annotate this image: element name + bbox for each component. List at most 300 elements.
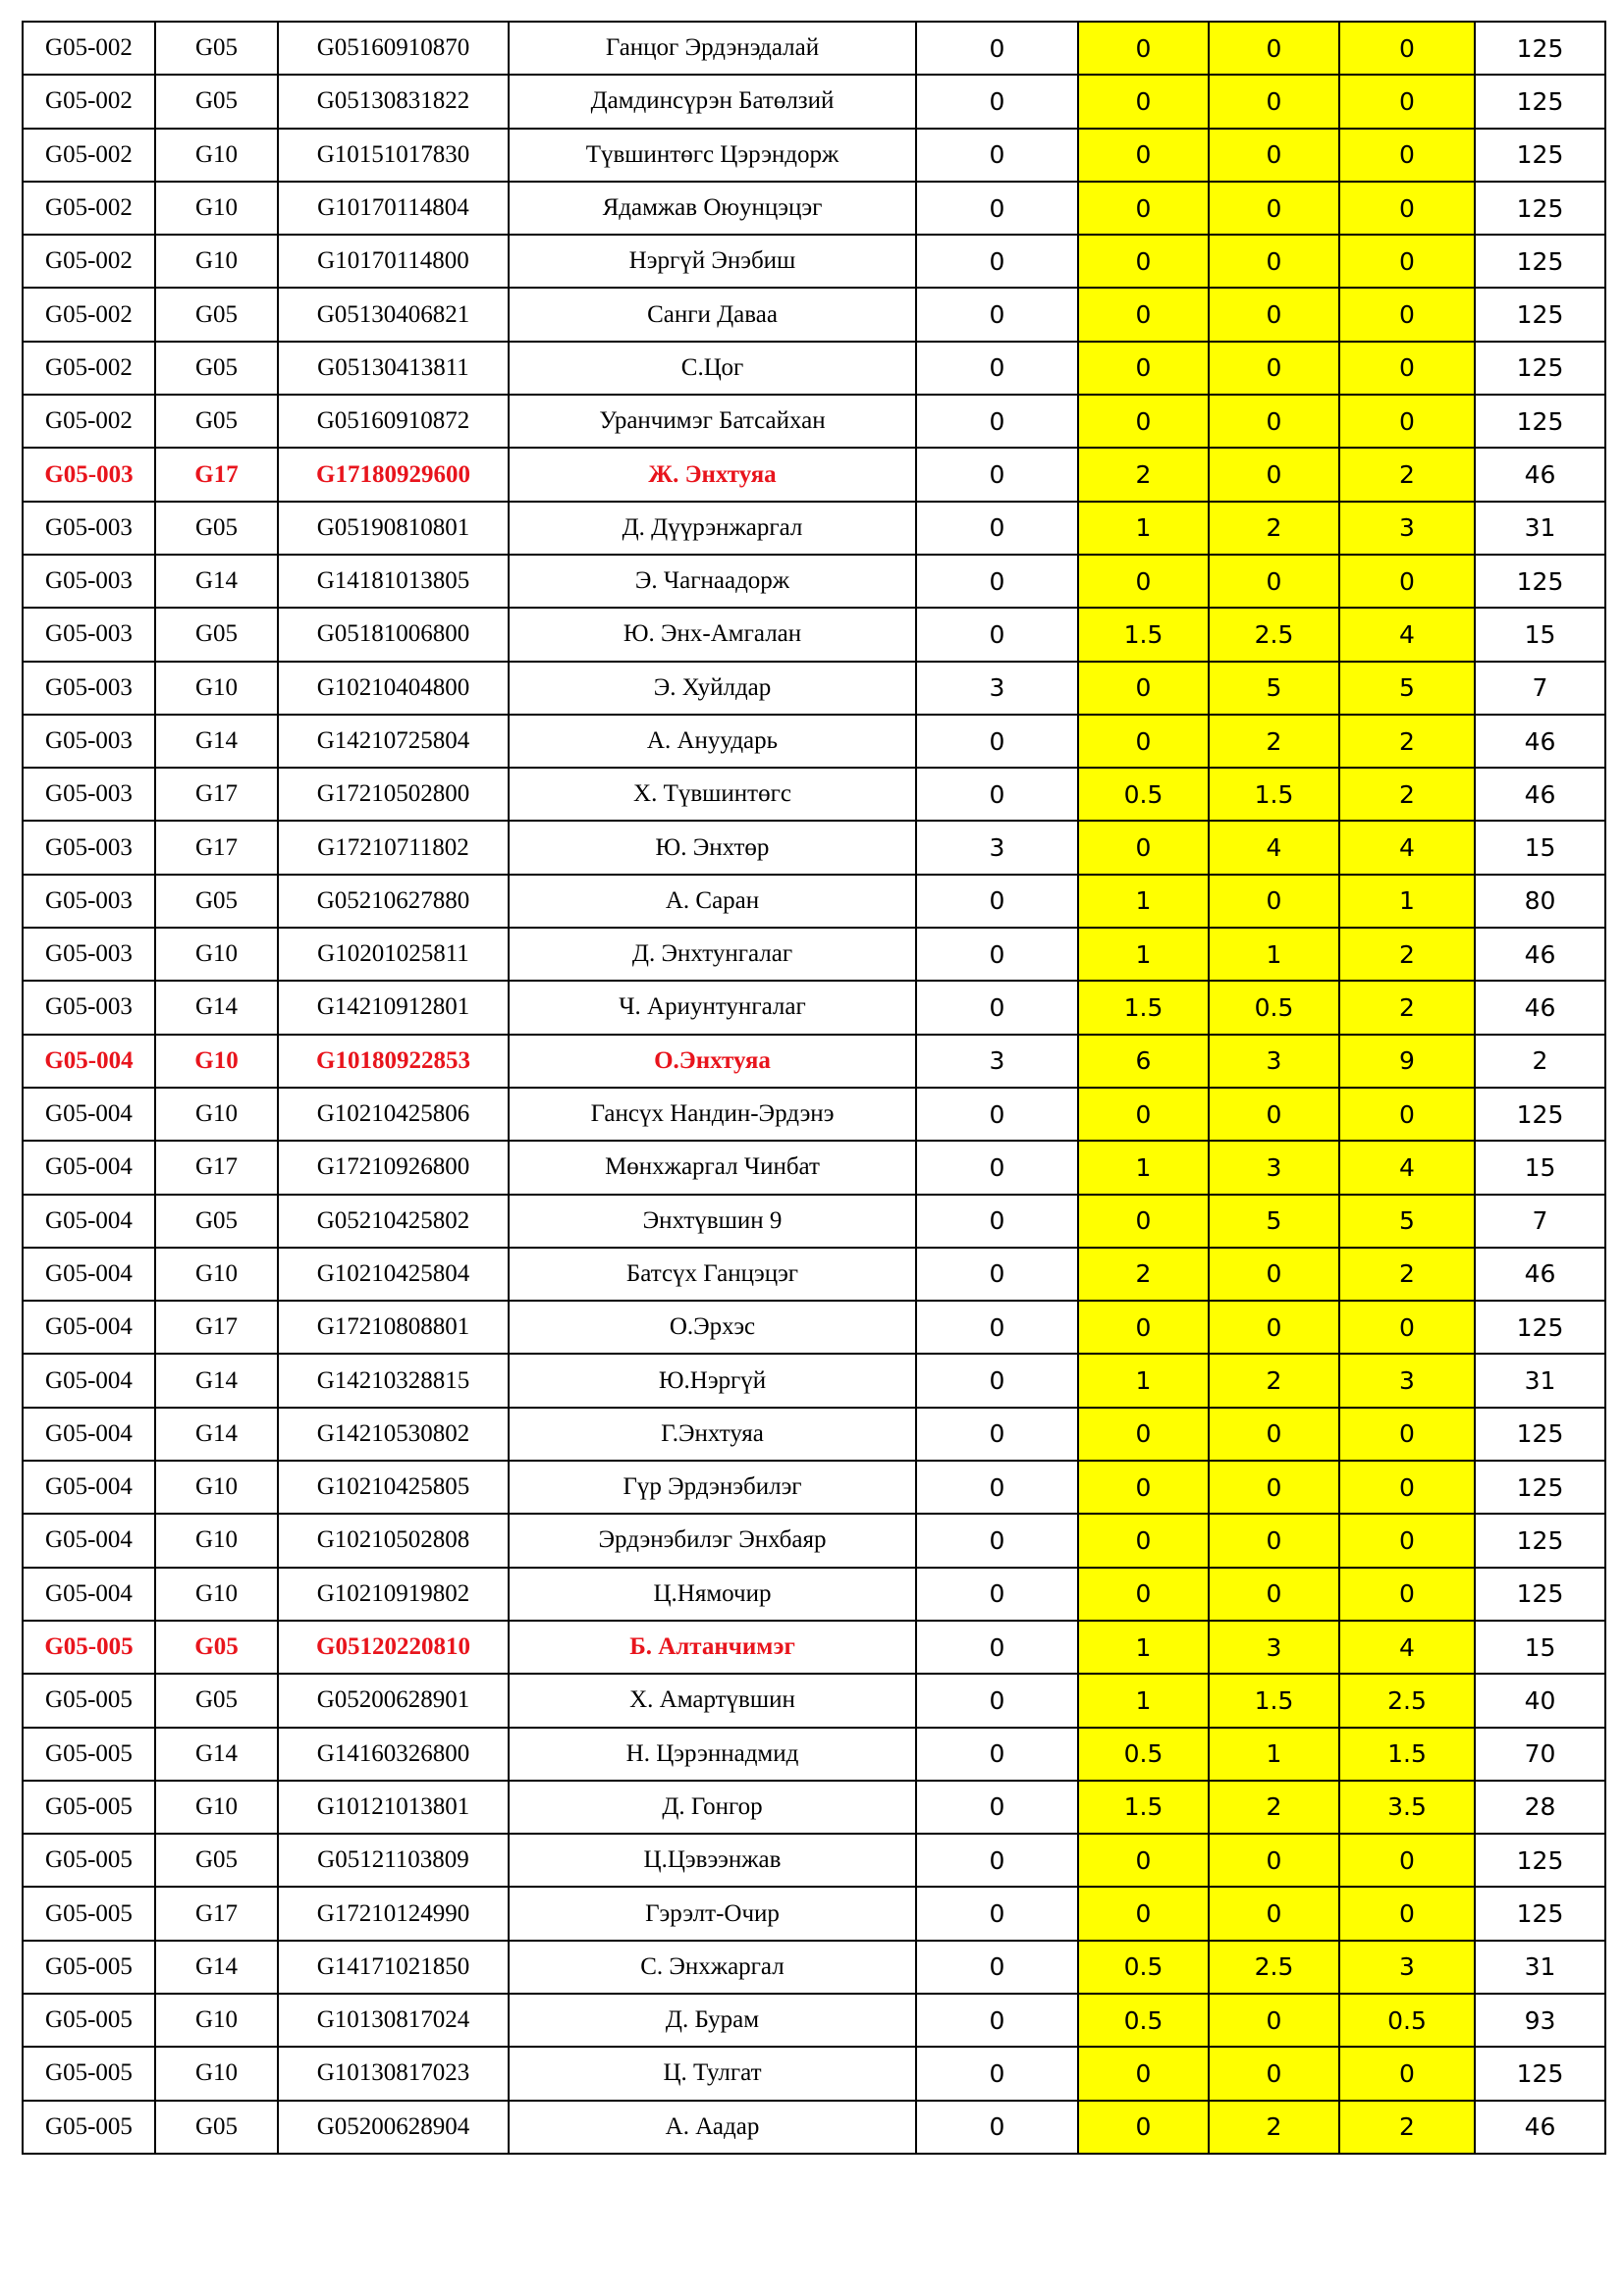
cell-score-1: 3 [916, 662, 1078, 715]
cell-score-2: 0 [1078, 22, 1209, 75]
cell-grade: G10 [155, 1088, 278, 1141]
cell-rank: 125 [1475, 1408, 1605, 1461]
cell-student-id: G17210926800 [278, 1141, 509, 1194]
cell-rank: 125 [1475, 1887, 1605, 1940]
cell-score-2: 1 [1078, 502, 1209, 555]
cell-score-1: 0 [916, 182, 1078, 235]
cell-group-code: G05-003 [23, 555, 155, 608]
cell-student-id: G05210425802 [278, 1195, 509, 1248]
cell-total: 4 [1339, 608, 1475, 661]
cell-score-3: 0 [1209, 1994, 1339, 2047]
cell-student-id: G05120220810 [278, 1621, 509, 1674]
table-row [23, 235, 1605, 288]
cell-rank: 125 [1475, 22, 1605, 75]
cell-student-name: Нэргүй Энэбиш [509, 235, 916, 288]
cell-total: 2 [1339, 1248, 1475, 1301]
cell-student-id: G05200628901 [278, 1674, 509, 1727]
cell-student-id: G17180929600 [278, 448, 509, 501]
cell-total: 0 [1339, 288, 1475, 341]
cell-score-2: 1.5 [1078, 1781, 1209, 1834]
cell-score-1: 0 [916, 928, 1078, 981]
cell-student-name: Д. Энхтунгалаг [509, 928, 916, 981]
table-row [23, 2047, 1605, 2100]
cell-student-name: А. Ануударь [509, 715, 916, 768]
cell-score-1: 0 [916, 1621, 1078, 1674]
cell-grade: G05 [155, 875, 278, 928]
cell-group-code: G05-005 [23, 1887, 155, 1940]
cell-score-2: 0 [1078, 1408, 1209, 1461]
cell-group-code: G05-004 [23, 1301, 155, 1354]
cell-rank: 80 [1475, 875, 1605, 928]
cell-rank: 125 [1475, 235, 1605, 288]
cell-student-name: Ц. Тулгат [509, 2047, 916, 2100]
cell-student-name: Ж. Энхтуяа [509, 448, 916, 501]
cell-grade: G10 [155, 1248, 278, 1301]
cell-total: 4 [1339, 1141, 1475, 1194]
cell-group-code: G05-003 [23, 502, 155, 555]
cell-total: 3 [1339, 502, 1475, 555]
cell-score-2: 0 [1078, 1568, 1209, 1621]
cell-group-code: G05-004 [23, 1195, 155, 1248]
cell-student-name: Гэрэлт-Очир [509, 1887, 916, 1940]
cell-rank: 46 [1475, 768, 1605, 821]
cell-group-code: G05-002 [23, 182, 155, 235]
cell-total: 0 [1339, 1301, 1475, 1354]
table-row [23, 608, 1605, 661]
table-row-group-leader [23, 1035, 1605, 1088]
cell-rank: 125 [1475, 1301, 1605, 1354]
cell-student-id: G14210912801 [278, 981, 509, 1034]
table-row [23, 22, 1605, 75]
cell-student-name: Д. Дүүрэнжаргал [509, 502, 916, 555]
cell-student-id: G10170114800 [278, 235, 509, 288]
cell-grade: G10 [155, 1514, 278, 1567]
cell-score-2: 0 [1078, 2101, 1209, 2154]
cell-score-1: 0 [916, 395, 1078, 448]
cell-score-3: 2.5 [1209, 1941, 1339, 1994]
cell-score-3: 4 [1209, 821, 1339, 874]
cell-student-id: G10201025811 [278, 928, 509, 981]
cell-grade: G05 [155, 1674, 278, 1727]
cell-group-code: G05-003 [23, 608, 155, 661]
cell-score-1: 0 [916, 1834, 1078, 1887]
cell-score-2: 0 [1078, 182, 1209, 235]
cell-total: 0 [1339, 342, 1475, 395]
cell-score-3: 0 [1209, 2047, 1339, 2100]
cell-total: 3 [1339, 1941, 1475, 1994]
cell-grade: G17 [155, 1301, 278, 1354]
cell-grade: G14 [155, 715, 278, 768]
cell-score-3: 2 [1209, 1781, 1339, 1834]
cell-group-code: G05-003 [23, 981, 155, 1034]
cell-score-3: 0 [1209, 75, 1339, 128]
cell-score-3: 0 [1209, 22, 1339, 75]
cell-student-name: О.Энхтуяа [509, 1035, 916, 1088]
cell-student-name: С.Цог [509, 342, 916, 395]
cell-score-2: 1.5 [1078, 608, 1209, 661]
cell-total: 0 [1339, 22, 1475, 75]
cell-rank: 15 [1475, 608, 1605, 661]
cell-rank: 125 [1475, 1568, 1605, 1621]
cell-rank: 7 [1475, 662, 1605, 715]
cell-student-name: Гүр Эрдэнэбилэг [509, 1461, 916, 1514]
cell-group-code: G05-003 [23, 662, 155, 715]
cell-grade: G05 [155, 288, 278, 341]
cell-score-2: 1.5 [1078, 981, 1209, 1034]
cell-score-1: 0 [916, 875, 1078, 928]
cell-score-1: 0 [916, 608, 1078, 661]
table-row [23, 875, 1605, 928]
cell-score-2: 0.5 [1078, 768, 1209, 821]
cell-student-name: Э. Хуйлдар [509, 662, 916, 715]
cell-score-2: 0 [1078, 2047, 1209, 2100]
cell-group-code: G05-005 [23, 1834, 155, 1887]
cell-student-name: Ц.Цэвээнжав [509, 1834, 916, 1887]
cell-group-code: G05-005 [23, 1994, 155, 2047]
table-row [23, 1568, 1605, 1621]
cell-grade: G10 [155, 662, 278, 715]
cell-score-2: 0.5 [1078, 1994, 1209, 2047]
table-row [23, 768, 1605, 821]
cell-grade: G05 [155, 2101, 278, 2154]
cell-grade: G10 [155, 129, 278, 182]
cell-score-2: 1 [1078, 1354, 1209, 1407]
cell-total: 2 [1339, 448, 1475, 501]
cell-grade: G10 [155, 1781, 278, 1834]
table-row [23, 821, 1605, 874]
cell-score-3: 0 [1209, 129, 1339, 182]
cell-group-code: G05-004 [23, 1461, 155, 1514]
cell-score-2: 0 [1078, 1301, 1209, 1354]
cell-rank: 46 [1475, 2101, 1605, 2154]
cell-group-code: G05-004 [23, 1354, 155, 1407]
cell-student-id: G14171021850 [278, 1941, 509, 1994]
cell-student-id: G17210711802 [278, 821, 509, 874]
cell-grade: G05 [155, 75, 278, 128]
cell-student-name: Түвшинтөгс Цэрэндорж [509, 129, 916, 182]
cell-student-id: G10210425806 [278, 1088, 509, 1141]
cell-total: 2.5 [1339, 1674, 1475, 1727]
cell-student-id: G14210725804 [278, 715, 509, 768]
cell-score-3: 3 [1209, 1621, 1339, 1674]
cell-student-id: G10130817023 [278, 2047, 509, 2100]
cell-score-2: 0 [1078, 1461, 1209, 1514]
cell-score-2: 0 [1078, 1514, 1209, 1567]
cell-student-name: Х. Амартүвшин [509, 1674, 916, 1727]
cell-rank: 125 [1475, 1461, 1605, 1514]
cell-total: 0 [1339, 75, 1475, 128]
table-row [23, 715, 1605, 768]
cell-score-1: 0 [916, 1568, 1078, 1621]
cell-rank: 40 [1475, 1674, 1605, 1727]
cell-total: 0 [1339, 1568, 1475, 1621]
cell-total: 5 [1339, 662, 1475, 715]
table-row [23, 928, 1605, 981]
cell-score-1: 0 [916, 715, 1078, 768]
cell-rank: 125 [1475, 129, 1605, 182]
cell-total: 4 [1339, 1621, 1475, 1674]
cell-score-3: 0 [1209, 448, 1339, 501]
cell-grade: G17 [155, 1141, 278, 1194]
cell-student-id: G10170114804 [278, 182, 509, 235]
cell-total: 2 [1339, 715, 1475, 768]
table-row [23, 288, 1605, 341]
cell-score-1: 0 [916, 768, 1078, 821]
cell-student-id: G05181006800 [278, 608, 509, 661]
cell-rank: 7 [1475, 1195, 1605, 1248]
cell-grade: G14 [155, 1728, 278, 1781]
cell-group-code: G05-002 [23, 288, 155, 341]
table-body [23, 22, 1605, 2154]
cell-student-name: Ч. Ариунтунгалаг [509, 981, 916, 1034]
cell-score-2: 1 [1078, 1621, 1209, 1674]
cell-total: 0 [1339, 1834, 1475, 1887]
table-row [23, 1674, 1605, 1727]
table-row [23, 1941, 1605, 1994]
cell-score-1: 0 [916, 555, 1078, 608]
cell-student-name: Х. Түвшинтөгс [509, 768, 916, 821]
cell-score-3: 2 [1209, 2101, 1339, 2154]
cell-score-2: 0 [1078, 1195, 1209, 1248]
cell-score-3: 5 [1209, 1195, 1339, 1248]
cell-student-name: Д. Гонгор [509, 1781, 916, 1834]
cell-score-3: 0 [1209, 875, 1339, 928]
table-row [23, 502, 1605, 555]
cell-score-1: 3 [916, 821, 1078, 874]
cell-group-code: G05-005 [23, 1781, 155, 1834]
cell-total: 1 [1339, 875, 1475, 928]
cell-total: 4 [1339, 821, 1475, 874]
cell-rank: 46 [1475, 981, 1605, 1034]
cell-group-code: G05-003 [23, 448, 155, 501]
cell-rank: 15 [1475, 1621, 1605, 1674]
cell-group-code: G05-005 [23, 1728, 155, 1781]
cell-score-2: 1 [1078, 1674, 1209, 1727]
cell-group-code: G05-002 [23, 235, 155, 288]
cell-student-name: Эрдэнэбилэг Энхбаяр [509, 1514, 916, 1567]
cell-score-3: 0 [1209, 1408, 1339, 1461]
cell-total: 0.5 [1339, 1994, 1475, 2047]
cell-score-3: 0 [1209, 1834, 1339, 1887]
cell-score-2: 2 [1078, 1248, 1209, 1301]
cell-score-2: 0 [1078, 555, 1209, 608]
cell-group-code: G05-002 [23, 342, 155, 395]
table-row [23, 75, 1605, 128]
cell-student-id: G05130406821 [278, 288, 509, 341]
cell-student-name: Ядамжав Оюунцэцэг [509, 182, 916, 235]
cell-grade: G14 [155, 981, 278, 1034]
cell-total: 0 [1339, 1887, 1475, 1940]
cell-grade: G14 [155, 1408, 278, 1461]
cell-score-1: 0 [916, 1408, 1078, 1461]
cell-student-id: G17210502800 [278, 768, 509, 821]
cell-rank: 15 [1475, 1141, 1605, 1194]
cell-total: 2 [1339, 928, 1475, 981]
cell-rank: 28 [1475, 1781, 1605, 1834]
cell-student-name: С. Энхжаргал [509, 1941, 916, 1994]
cell-score-1: 0 [916, 1088, 1078, 1141]
cell-score-3: 3 [1209, 1035, 1339, 1088]
cell-score-2: 0.5 [1078, 1941, 1209, 1994]
table-row [23, 1514, 1605, 1567]
cell-group-code: G05-004 [23, 1141, 155, 1194]
cell-group-code: G05-003 [23, 715, 155, 768]
cell-student-id: G05190810801 [278, 502, 509, 555]
cell-student-id: G10210919802 [278, 1568, 509, 1621]
cell-student-name: Ю. Энх-Амгалан [509, 608, 916, 661]
cell-total: 3 [1339, 1354, 1475, 1407]
cell-grade: G05 [155, 1834, 278, 1887]
cell-score-3: 1 [1209, 928, 1339, 981]
cell-grade: G14 [155, 1354, 278, 1407]
table-row [23, 395, 1605, 448]
cell-group-code: G05-005 [23, 1941, 155, 1994]
cell-group-code: G05-004 [23, 1408, 155, 1461]
cell-rank: 125 [1475, 1834, 1605, 1887]
cell-score-2: 0 [1078, 1088, 1209, 1141]
cell-student-id: G05130831822 [278, 75, 509, 128]
cell-score-1: 0 [916, 1248, 1078, 1301]
cell-score-2: 0 [1078, 1834, 1209, 1887]
cell-rank: 46 [1475, 1248, 1605, 1301]
cell-grade: G10 [155, 1994, 278, 2047]
cell-score-3: 5 [1209, 662, 1339, 715]
cell-score-1: 3 [916, 1035, 1078, 1088]
cell-score-3: 0.5 [1209, 981, 1339, 1034]
cell-score-1: 0 [916, 1941, 1078, 1994]
cell-student-id: G05160910872 [278, 395, 509, 448]
cell-total: 0 [1339, 2047, 1475, 2100]
cell-total: 5 [1339, 1195, 1475, 1248]
cell-grade: G05 [155, 342, 278, 395]
cell-student-name: Энхтүвшин 9 [509, 1195, 916, 1248]
cell-total: 0 [1339, 1408, 1475, 1461]
cell-rank: 31 [1475, 1941, 1605, 1994]
cell-rank: 125 [1475, 182, 1605, 235]
cell-score-1: 0 [916, 502, 1078, 555]
table-row-group-leader [23, 1621, 1605, 1674]
cell-score-2: 0 [1078, 395, 1209, 448]
cell-grade: G10 [155, 1035, 278, 1088]
cell-rank: 125 [1475, 2047, 1605, 2100]
cell-grade: G14 [155, 555, 278, 608]
cell-student-name: Г.Энхтуяа [509, 1408, 916, 1461]
cell-score-3: 3 [1209, 1141, 1339, 1194]
cell-score-3: 0 [1209, 342, 1339, 395]
cell-score-1: 0 [916, 1195, 1078, 1248]
cell-score-1: 0 [916, 22, 1078, 75]
table-row [23, 1834, 1605, 1887]
cell-rank: 125 [1475, 1088, 1605, 1141]
cell-rank: 125 [1475, 1514, 1605, 1567]
cell-student-name: Мөнхжаргал Чинбат [509, 1141, 916, 1194]
table-row [23, 1354, 1605, 1407]
cell-student-id: G14210530802 [278, 1408, 509, 1461]
cell-student-id: G14160326800 [278, 1728, 509, 1781]
cell-group-code: G05-002 [23, 75, 155, 128]
cell-grade: G10 [155, 928, 278, 981]
cell-student-id: G10151017830 [278, 129, 509, 182]
table-row [23, 662, 1605, 715]
cell-student-id: G10210425805 [278, 1461, 509, 1514]
cell-grade: G05 [155, 608, 278, 661]
cell-grade: G10 [155, 1461, 278, 1514]
cell-score-3: 0 [1209, 235, 1339, 288]
cell-rank: 125 [1475, 342, 1605, 395]
cell-student-id: G10210502808 [278, 1514, 509, 1567]
cell-student-id: G14210328815 [278, 1354, 509, 1407]
cell-student-name: Гансүх Нандин-Эрдэнэ [509, 1088, 916, 1141]
cell-total: 0 [1339, 1514, 1475, 1567]
cell-score-3: 0 [1209, 1088, 1339, 1141]
cell-student-id: G10121013801 [278, 1781, 509, 1834]
cell-score-3: 2 [1209, 502, 1339, 555]
cell-rank: 125 [1475, 395, 1605, 448]
table-row [23, 1088, 1605, 1141]
cell-student-name: Э. Чагнаадорж [509, 555, 916, 608]
cell-grade: G17 [155, 821, 278, 874]
table-row-group-leader [23, 448, 1605, 501]
cell-group-code: G05-003 [23, 928, 155, 981]
cell-score-1: 0 [916, 1728, 1078, 1781]
cell-grade: G05 [155, 22, 278, 75]
table-row [23, 1195, 1605, 1248]
cell-group-code: G05-003 [23, 768, 155, 821]
cell-score-1: 0 [916, 1781, 1078, 1834]
cell-rank: 31 [1475, 502, 1605, 555]
cell-total: 0 [1339, 1461, 1475, 1514]
cell-rank: 125 [1475, 75, 1605, 128]
cell-score-2: 0.5 [1078, 1728, 1209, 1781]
cell-score-3: 2 [1209, 1354, 1339, 1407]
cell-total: 2 [1339, 981, 1475, 1034]
cell-student-id: G05200628904 [278, 2101, 509, 2154]
cell-rank: 46 [1475, 715, 1605, 768]
cell-score-3: 0 [1209, 1887, 1339, 1940]
cell-student-id: G10210404800 [278, 662, 509, 715]
cell-student-name: Д. Бурам [509, 1994, 916, 2047]
cell-total: 0 [1339, 182, 1475, 235]
table-row [23, 1728, 1605, 1781]
cell-score-1: 0 [916, 1141, 1078, 1194]
cell-score-2: 0 [1078, 662, 1209, 715]
cell-student-name: Батсүх Ганцэцэг [509, 1248, 916, 1301]
cell-student-name: Н. Цэрэннадмид [509, 1728, 916, 1781]
cell-grade: G17 [155, 768, 278, 821]
cell-score-1: 0 [916, 342, 1078, 395]
cell-rank: 125 [1475, 288, 1605, 341]
cell-grade: G10 [155, 1568, 278, 1621]
cell-student-name: Б. Алтанчимэг [509, 1621, 916, 1674]
cell-score-2: 0 [1078, 75, 1209, 128]
table-row [23, 1408, 1605, 1461]
cell-rank: 93 [1475, 1994, 1605, 2047]
cell-score-1: 0 [916, 1301, 1078, 1354]
cell-group-code: G05-002 [23, 22, 155, 75]
cell-total: 9 [1339, 1035, 1475, 1088]
cell-student-id: G14181013805 [278, 555, 509, 608]
cell-group-code: G05-005 [23, 2047, 155, 2100]
cell-score-1: 0 [916, 75, 1078, 128]
cell-grade: G05 [155, 502, 278, 555]
cell-score-1: 0 [916, 1674, 1078, 1727]
cell-score-3: 0 [1209, 1568, 1339, 1621]
cell-total: 0 [1339, 129, 1475, 182]
cell-score-3: 1.5 [1209, 1674, 1339, 1727]
table-row [23, 2101, 1605, 2154]
cell-group-code: G05-004 [23, 1568, 155, 1621]
cell-student-name: А. Саран [509, 875, 916, 928]
